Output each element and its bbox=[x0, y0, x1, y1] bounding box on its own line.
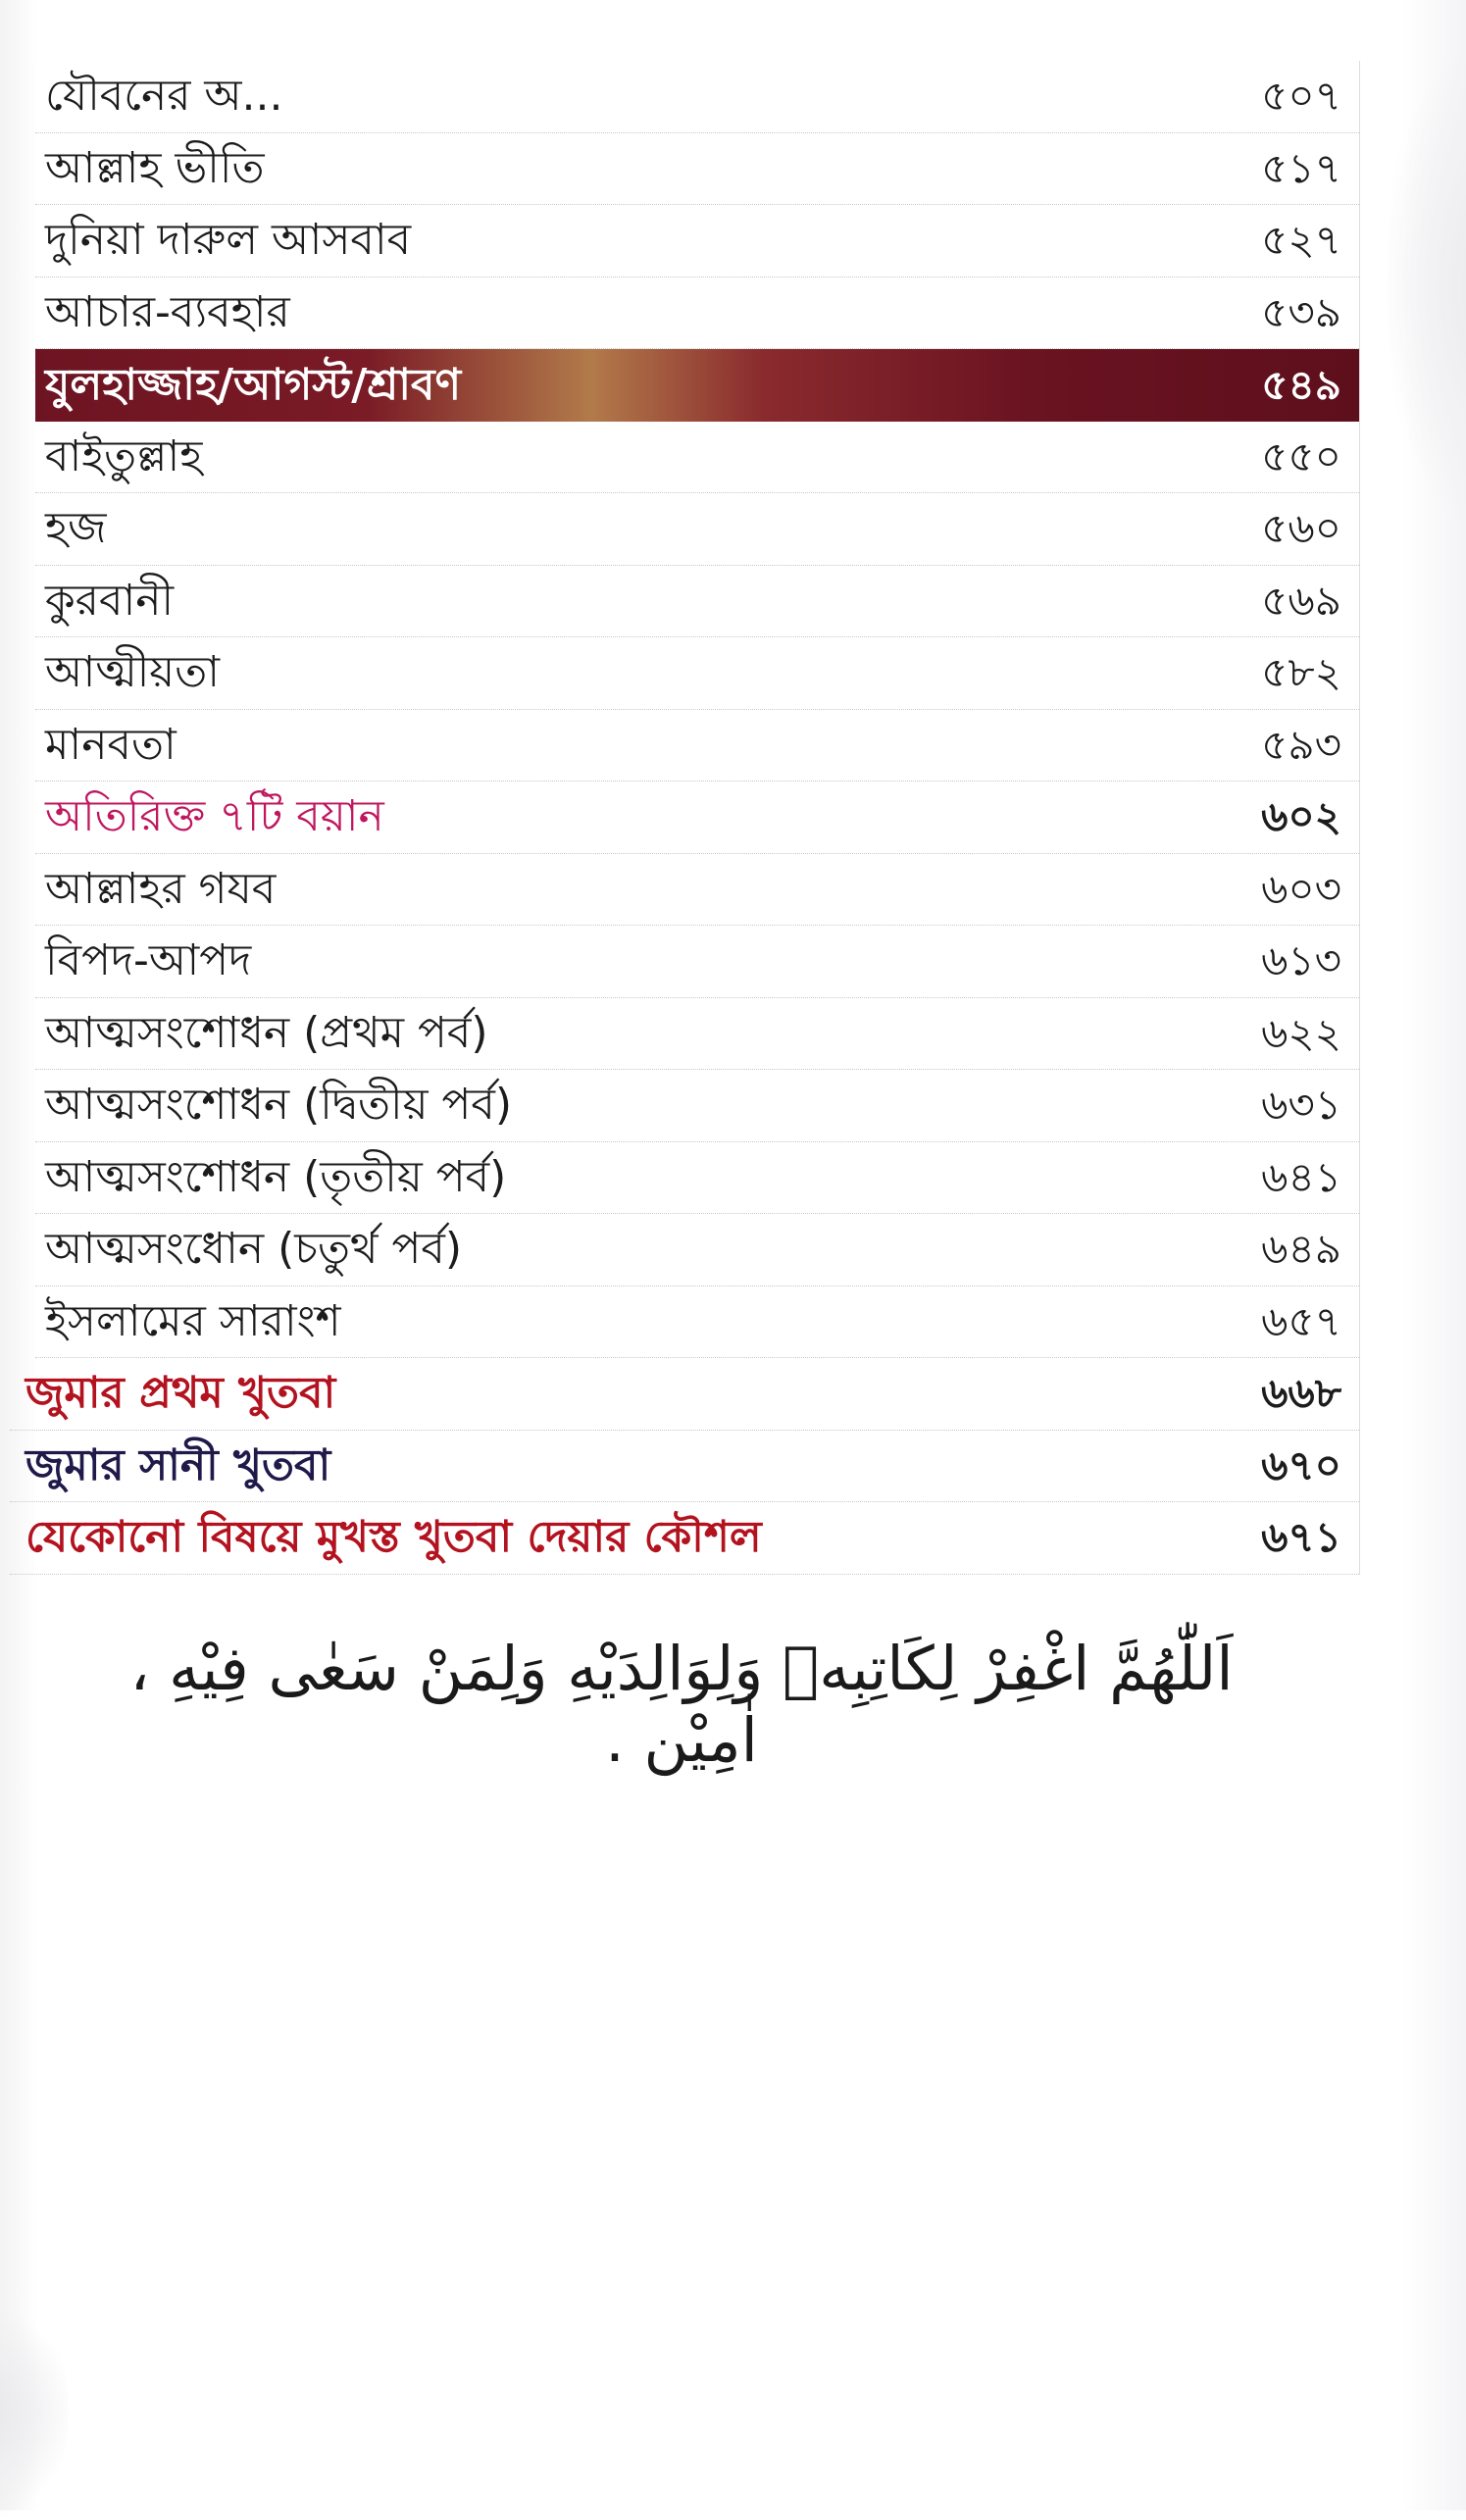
toc-entry-title: আত্মসংশোধন (প্রথম পর্ব) bbox=[45, 1007, 488, 1058]
section-title: যুলহাজ্জাহ/আগস্ট/শ্রাবণ bbox=[45, 359, 462, 410]
toc-entry-title: আত্মীয়তা bbox=[45, 647, 221, 698]
toc-highlight-row bbox=[10, 1358, 1359, 1431]
toc-page-number: ৬৪১ bbox=[1261, 1152, 1341, 1201]
toc-entry-title: আল্লাহ ভীতি bbox=[45, 142, 265, 193]
toc-page-number: ৬৭১ bbox=[1261, 1513, 1341, 1562]
toc-entry-title: যেকোনো বিষয়ে মুখস্ত খুতবা দেয়ার কৌশল bbox=[25, 1512, 762, 1563]
table-of-contents bbox=[25, 61, 1360, 1575]
toc-page-number: ৬৩১ bbox=[1261, 1081, 1341, 1130]
toc-entry-title: বাইতুল্লাহ bbox=[45, 430, 203, 481]
dua-text: اَللّٰهُمَّ اغْفِرْ لِكَاتِبِهٖ وَلِوَالِدَيْهِ وَلِمَنْ سَعٰى فِيْهِ ، اٰمِيْن . bbox=[129, 1633, 1234, 1776]
toc-entry-title: হজ bbox=[45, 503, 107, 554]
toc-row bbox=[35, 1214, 1359, 1286]
toc-highlight-row bbox=[10, 1502, 1359, 1575]
toc-highlight-row bbox=[10, 1431, 1359, 1503]
toc-row bbox=[35, 277, 1359, 350]
toc-entry-title: আত্মসংশোধন (দ্বিতীয় পর্ব) bbox=[45, 1080, 513, 1131]
toc-subsection-header bbox=[35, 781, 1359, 854]
toc-page-number: ৫০৭ bbox=[1261, 72, 1341, 121]
toc-entry-title: যৌবনের অ... bbox=[45, 71, 283, 122]
toc-page-number: ৫৮২ bbox=[1261, 648, 1341, 697]
arabic-dua bbox=[118, 1633, 1245, 1776]
toc-row bbox=[35, 926, 1359, 998]
toc-entry-title: আচার-ব্যবহার bbox=[45, 286, 290, 337]
decorative-ornament bbox=[0, 2304, 69, 2520]
toc-entry-title: আত্মসংশোধন (তৃতীয় পর্ব) bbox=[45, 1151, 507, 1202]
toc-entry-title: মানবতা bbox=[45, 719, 177, 770]
toc-row bbox=[35, 61, 1359, 133]
toc-section-header bbox=[35, 349, 1359, 422]
toc-entry-title: ইসলামের সারাংশ bbox=[45, 1295, 341, 1346]
toc-entry-title: আত্মসংধোন (চতুর্থ পর্ব) bbox=[45, 1224, 463, 1275]
toc-page-number: ৬৬৮ bbox=[1261, 1369, 1341, 1418]
toc-row bbox=[35, 422, 1359, 494]
toc-row bbox=[35, 566, 1359, 638]
toc-entry-title: দুনিয়া দারুল আসবাব bbox=[45, 215, 412, 266]
toc-row bbox=[35, 710, 1359, 782]
toc-page-number: ৬১৩ bbox=[1261, 936, 1341, 985]
toc-entry-title: জুমার প্রথম খুতবা bbox=[25, 1368, 336, 1419]
toc-entry-title: জুমার সানী খুতবা bbox=[25, 1439, 331, 1490]
toc-page-number: ৫৩৯ bbox=[1261, 287, 1341, 336]
toc-row bbox=[35, 1142, 1359, 1215]
toc-row bbox=[35, 1286, 1359, 1359]
toc-entry-title: কুরবানী bbox=[45, 575, 175, 626]
toc-page-number: ৫৬৯ bbox=[1261, 576, 1341, 625]
toc-page-number: ৬০২ bbox=[1261, 792, 1341, 841]
toc-page-number: ৫৯৩ bbox=[1261, 720, 1341, 769]
toc-page-number: ৫৬০ bbox=[1261, 504, 1341, 553]
toc-page-number: ৫৫০ bbox=[1261, 431, 1341, 480]
toc-row bbox=[35, 493, 1359, 566]
subsection-title: অতিরিক্ত ৭টি বয়ান bbox=[45, 791, 384, 842]
toc-page-number: ৬৫৭ bbox=[1261, 1296, 1341, 1345]
decorative-ornament bbox=[1388, 29, 1466, 539]
toc-page-number: ৬০৩ bbox=[1261, 864, 1341, 913]
toc-row bbox=[35, 1070, 1359, 1142]
toc-row bbox=[35, 205, 1359, 277]
toc-page-number: ৬৪৯ bbox=[1261, 1225, 1341, 1274]
toc-entry-title: আল্লাহর গযব bbox=[45, 863, 277, 914]
toc-page-number: ৫১৭ bbox=[1261, 143, 1341, 192]
toc-row bbox=[35, 854, 1359, 927]
toc-row bbox=[35, 998, 1359, 1071]
toc-page-number: ৫২৭ bbox=[1261, 216, 1341, 265]
toc-entry-title: বিপদ-আপদ bbox=[45, 935, 252, 986]
toc-row bbox=[35, 133, 1359, 206]
toc-page-number: ৬২২ bbox=[1261, 1008, 1341, 1057]
toc-row bbox=[35, 637, 1359, 710]
toc-page-number: ৬৭০ bbox=[1261, 1440, 1341, 1489]
toc-page-number: ৫৪৯ bbox=[1261, 360, 1341, 409]
